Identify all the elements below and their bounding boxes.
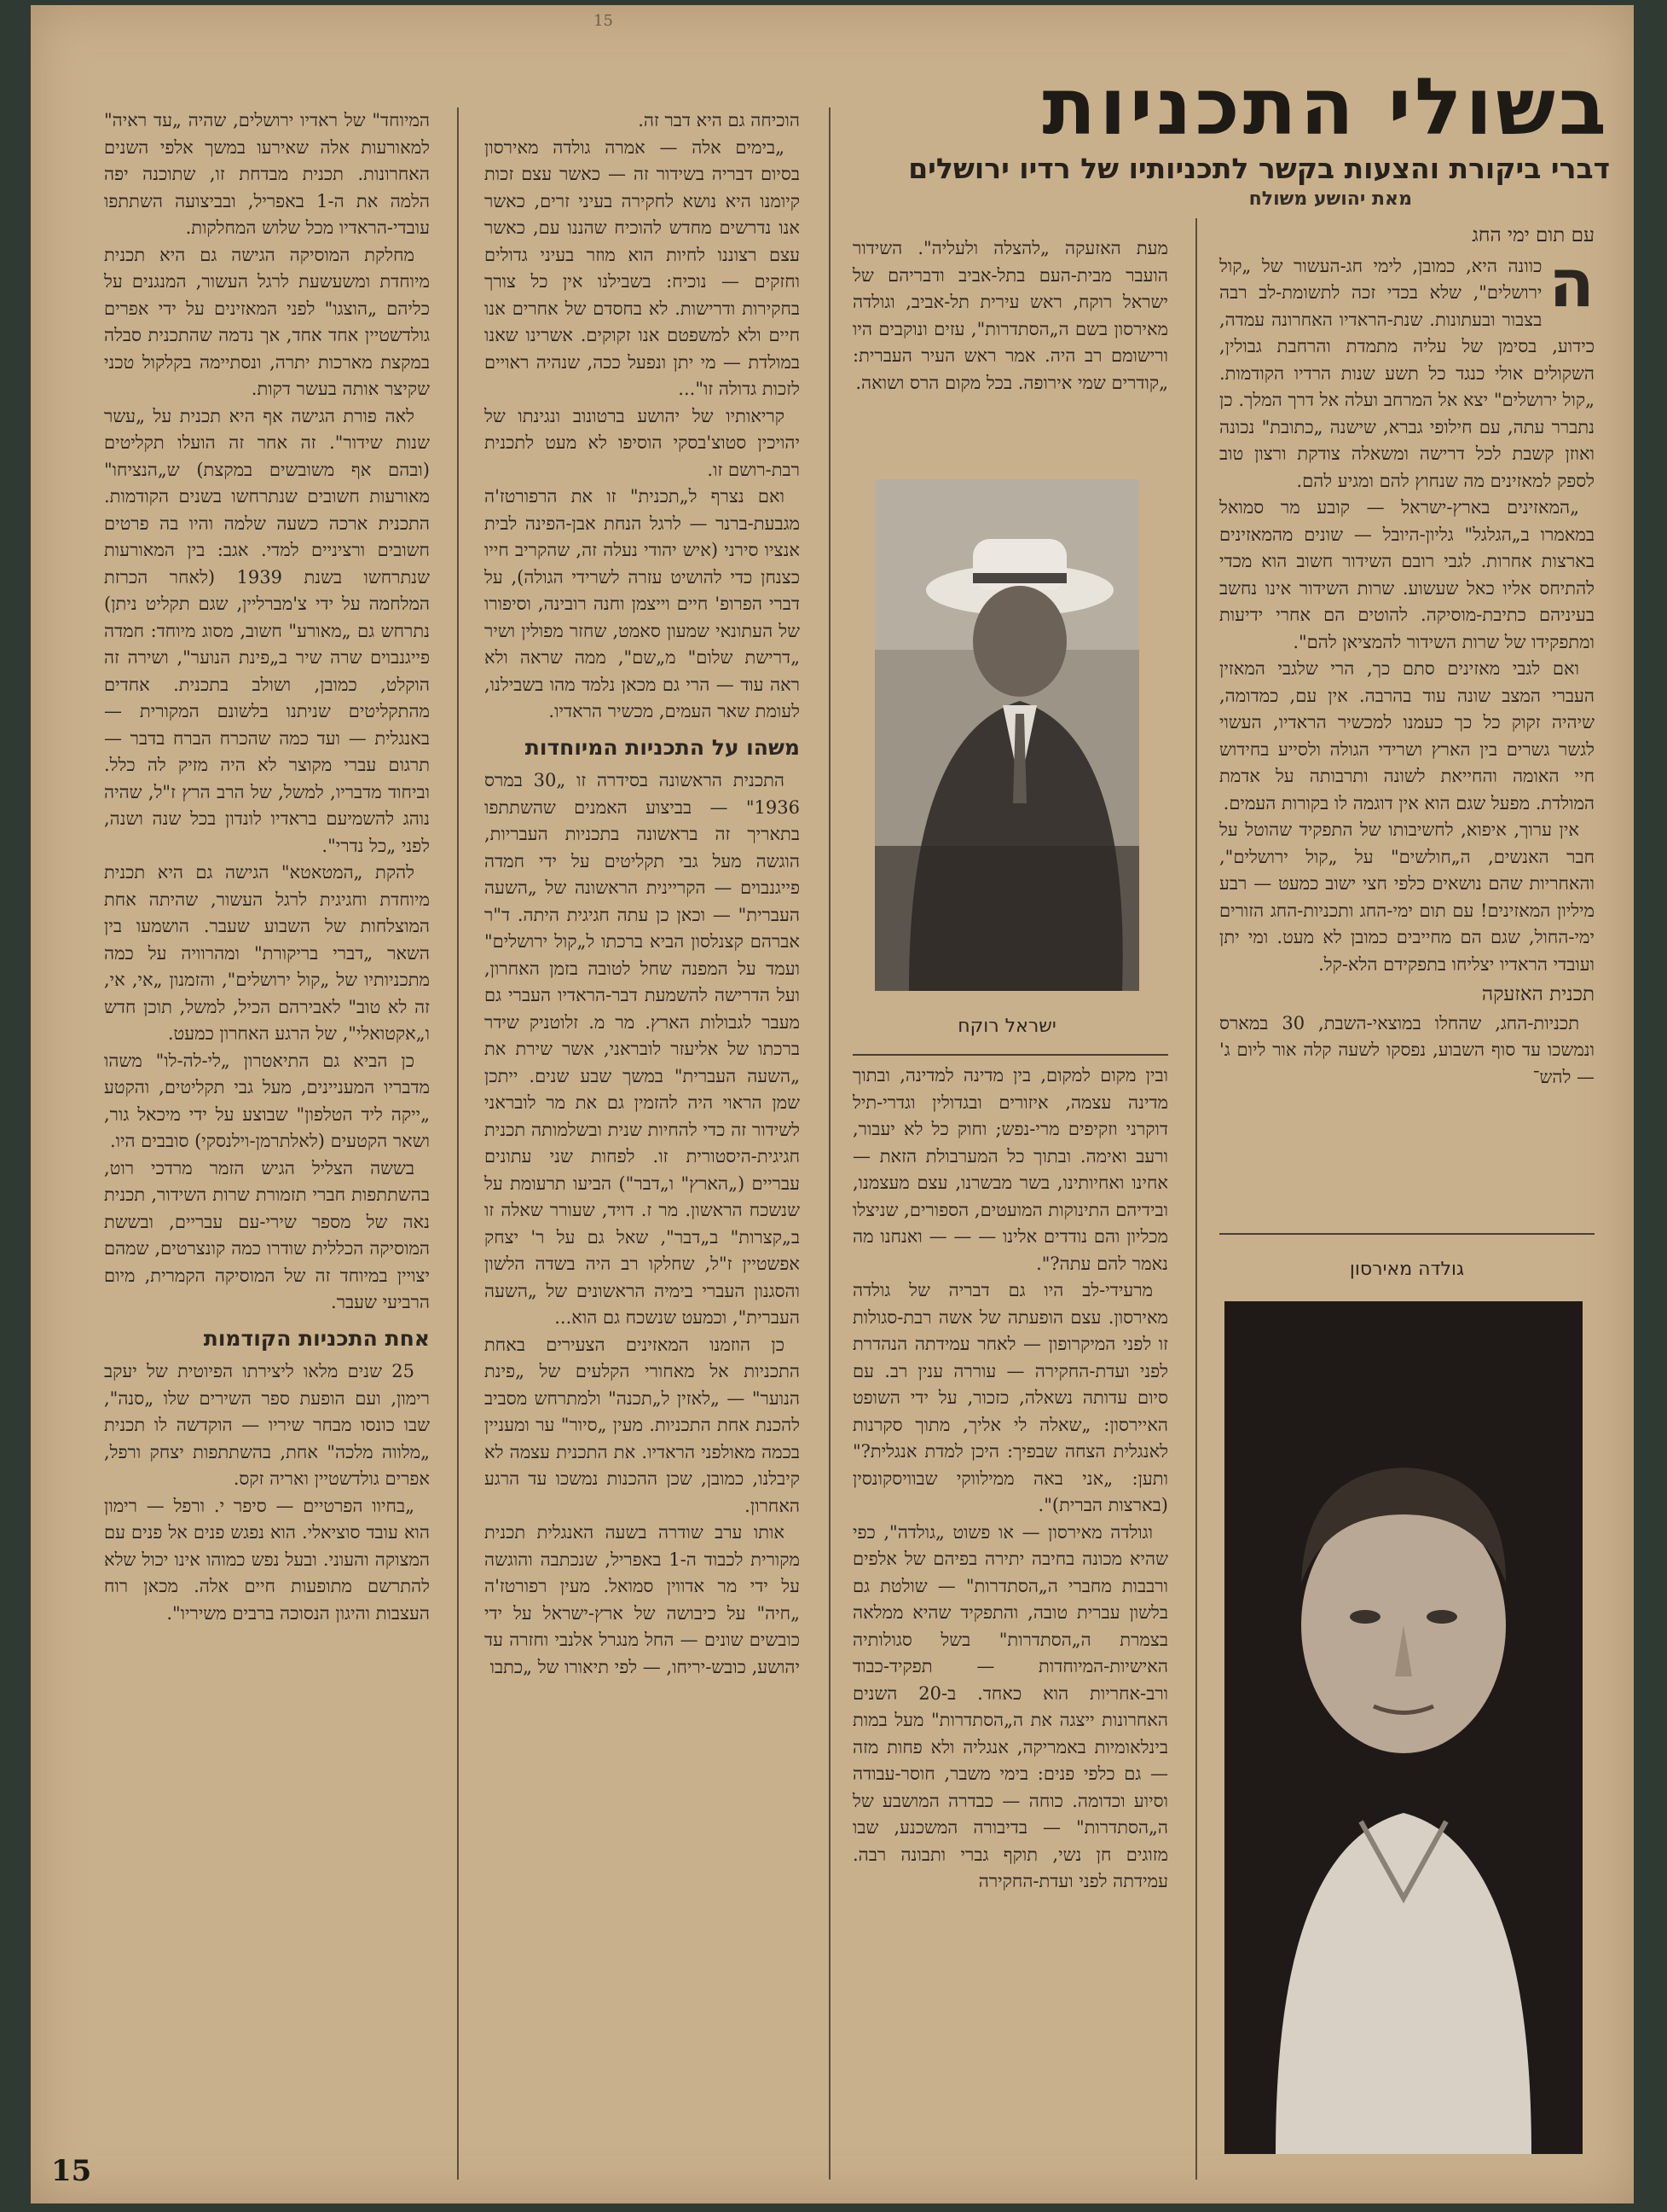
paragraph: ואם נצרף ל„תכנית" זו את הרפורטז'ה מגבעת-ברנר — לרגל הנחת אבן-הפינה לבית אנציו סירני (איש יהודי נעלה זה, שהקריב חייו כצנחן כדי להושיט עזרה לשרידי הגולה), על דברי הפרופ' חיים וייצמן וחנה רובינה, וסיפורו של העתונאי שמעון סאמט, שחזר מפולין ושיר „דרישת שלום" מ„שם", ממה שראה ולא ראה עוד — הרי גם מכאן נלמד מהו בשבילנו, לעומת שאר העמים, מכשיר הראדיו. bbox=[484, 486, 800, 721]
subheadline: דברי ביקורת והצעות בקשר לתכניותיו של רדיו ירושלים bbox=[908, 152, 1610, 185]
photo-caption-rokach: ישראל רוקח bbox=[958, 1016, 1056, 1037]
paragraph: ואם לגבי מאזינים סתם כך, הרי שלגבי המאזין העברי המצב שונה עוד בהרבה. אין עם, כמדומה, שיהיה זקוק כל כך כעמנו למכשיר הראדיו, העשוי לגשר גשרים בין הארץ ושרידי הגולה ולסייע בחידוש חיי האומה והחייאת לשונה ותרבותה על אדמת המולדת. מפעל שגם הוא אין דוגמה לו בקורות העמים. bbox=[1219, 658, 1595, 814]
column-3 bbox=[484, 107, 800, 2188]
column-4 bbox=[104, 107, 430, 2188]
column-1 bbox=[1219, 223, 1595, 1229]
drop-cap: ה bbox=[1548, 245, 1595, 322]
paragraph: מחלקת המוסיקה הגישה גם היא תכנית מיוחדת ומשעשעת לרגל העשור, המנגנים על כליהם „הוצגו" לפני המאזינים על ידי אפרים גולדשטיין אחד אחד, אך נדמה שהתכנית סבלה במקצת מארכות יתרה, ונסתיימה בקלקול טכני שקיצר אותה בעשר דקות. bbox=[104, 244, 430, 399]
paragraph: התכנית הראשונה בסידרה זו „30 במרס 1936" — בביצוע האמנים שהשתתפו בתאריך זה בראשונה בתכניות העבריות, הוגשה מעל גבי תקליטים על ידי חמדה פייגנבוים — הקריינית הראשונה של „השעה העברית" — וכאן כן עתה חגיגית היתה. ד"ר אברהם קצנלסון הביא ברכתו ל„קול ירושלים" ועמד על המפנה שחל לטובה בזמן האחרון, ועל הדרישה להשמעת דבר-הראדיו העברי גם מעבר לגבולות הארץ. מר מ. זלוטניק שידר ברכתו של אליעזר לובראני, אשר שירת את „השעה העברית" במשך שבע שנים. ייתכן שמן הראוי היה להזמין גם את מר לובראני לשידור זה כדי להחיות שנית ובשלמותה תכנית חגיגית-היסטורית זו. לפחות שני עתונים עבריים („הארץ" ו„דבר") הביעו תרעומת על שנשכח הראשון. מר ז. דויד, שעורר שאלה זו ב„קצרות" ב„דבר", שאל גם על ר' יצחק אפשטיין ז"ל, שחלקו רב היה בשדה הלשון והסגנון העברי בימיה הראשונים של „השעה העברית", וכמעט שנשכח גם הוא... bbox=[484, 770, 800, 1328]
paragraph: תכניות-החג, שהחלו במוצאי-השבת, 30 במארס ונמשכו עד סוף השבוע, נפסקו לשעה קלה אור ליום ג' — להש־ bbox=[1219, 1012, 1595, 1087]
column-2-top bbox=[853, 235, 1168, 457]
page-number: 15 bbox=[51, 2154, 92, 2188]
magazine-page bbox=[31, 5, 1634, 2203]
paragraph: קריאותיו של יהושע ברטונוב ונגינתו של יהויכין סטוצ'בסקי הוסיפו לא מעט לתכנית רבת-רושם זו. bbox=[484, 405, 800, 480]
paragraph: אותו ערב שודרה בשעה האנגלית תכנית מקורית לכבוד ה-1 באפריל, שנכתבה והוגשה על ידי מר אדווין סמואל. מעין רפורטז'ה „חיה" על כיבושה של ארץ-ישראל על ידי כובשים שונים — החל מנגרל אלנבי וחזרה עד יהושע, כובש-יריחו, — לפי תיאורו של „כתבו bbox=[484, 1522, 800, 1677]
paragraph: כוונה היא, כמובן, לימי חג-העשור של „קול ירושלים", שלא בכדי זכה לתשומת-לב רבה בצבור ובעתונות. שנת-הראדיו האחרונה עמדה, כידוע, בסימן של עליה מתמדת והרחבת גבולין, השקולים אולי כנגד כל תשע שנות הרדיו הקודמות. „קול ירושלים" יצא אל המרחב ועלה אל דרך המלך. כן נתברר עתה, עם חילופי גברא, שישנה „כתובת" נכונה ואוזן קשבת לכל דרישה ומשאלה צודקת ורצון טוב לספק למאזינים מה שנחוץ להם ומגיע להם. bbox=[1219, 255, 1595, 491]
paragraph: המיוחד" של ראדיו ירושלים, שהיה „עד ראיה" למאורעות אלה שאירעו במשך אלפי השנים האחרונות. תכנית מבדחת זו, שתוכנה יפה הלמה את ה-1 באפריל, ובביצועה השתתפו עובדי-הראדיו מכל שלוש המחלקות. bbox=[104, 110, 430, 238]
divider bbox=[1219, 1233, 1595, 1235]
paragraph: לאה פורת הגישה אף היא תכנית על „עשר שנות שידור". זה אחר זה הועלו תקליטים (ובהם אף משובשים במקצת) ש„הנציחו" מאורעות חשובים שנתרחשו בשנים הקודמות. התכנית ארכה כשעה שלמה והיו בה פרטים חשובים ורציניים למדי. אגב: בין המאורעות שנתרחשו בשנת 1939 (לאחר הכרזת המלחמה על ידי צ'מברליין, שגם תקליט ניתן) נתרחש גם „מאורע" חשוב, מסוג מיוחד: חמדה פייגנבוים שרה שיר ב„פינת הנוער", ושירה זה הוקלט, כמובן, ושולב בתכנית. אחדים מהתקליטים שניתנו בלשונם המקורית — באנגלית — ועד כמה שהכרח הברח בדבר — תרגום עברי מקוצר לא היה מזיק לה כלל. וביחוד מדבריו, למשל, של הרב הרץ ז"ל, שהיה נוהג להשמיעם בראדיו לונדון בכל שנה ושנה, לפני „כל נדרי". bbox=[104, 405, 430, 856]
paragraph: 25 שנים מלאו ליצירתו הפיוטית של יעקב רימון, ועם הופעת ספר השירים שלו „סנה", שבו כונסו מבחר שיריו — הוקדשה לו תכנית „מלווה מלכה" אחת, בהשתתפות יצחק ורפל, אפרים גולדשטיין ואריה זקס. bbox=[104, 1361, 430, 1489]
portrait-photo-golda-meirson bbox=[1224, 1301, 1583, 2154]
portrait-photo-israel-rokach bbox=[875, 479, 1139, 991]
divider bbox=[853, 1054, 1168, 1056]
folio-number: 15 bbox=[593, 12, 613, 30]
paragraph: וגולדה מאירסון — או פשוט „גולדה", כפי שהיא מכונה בחיבה יתירה בפיהם של אלפים ורבבות מחברי ה„הסתדרות" — שולטת גם בלשון עברית טובה, והתפקיד שהיא ממלאה בצמרת ה„הסתדרות" בשל סגולותיה האישיות-המיוחדות — תפקיד-כבוד ורב-אחריות הוא כאחד. ב-20 השנים האחרונות ייצגה את ה„הסתדרות" מעל במות בינלאומיות באמריקה, אנגליה ולא פחות מזה — גם כלפי פנים: בימי משבר, חוסר-עבודה וסיוע וכדומה. כוחה — כבדרה המושבע של ה„הסתדרות" — בדיבורה המשכנע, שבו מזוגים חן נשי, תוקף גברי ותבונה רבה. עמידתה לפני ועדת-החקירה bbox=[853, 1521, 1169, 1891]
lead-heading: עם תום ימי החג bbox=[1472, 224, 1595, 246]
paragraph: „בימים אלה — אמרה גולדה מאירסון בסיום דבריה בשידור זה — כאשר עצם זכות קיומנו היא נושא לחקירה בעיני זרים, כאשר אנו נדרשים מחדש להוכיח שהננו עם, כאשר עצם רצוננו לחיות הוא מוזר בעיני גדולים וחזקים — נוכיח: בשבילנו אין כל צורך בחקירות ודרישות. לא בחסדם של אחרים אנו חיים ולא למשפטם אנו זקוקים. אשרינו שאנו במולדת — מי יתן ונפעל ככה, שנהיה ראויים לזכות גדולה זו"... bbox=[484, 136, 800, 399]
paragraph: כן הביא גם התיאטרון „לי-לה-לו" משהו מדבריו המעניינים, מעל גבי תקליטים, והקטע „ייקה ליד הטלפון" שבוצע על ידי מיכאל גור, ושאר הקטעים (לאלתרמן-וילנסקי) סובבים היו. bbox=[104, 1050, 430, 1151]
headline: בשולי התכניות bbox=[1042, 61, 1610, 153]
column-rule bbox=[1195, 218, 1197, 2180]
section-heading-previous: אחת התכניות הקודמות bbox=[203, 1325, 430, 1351]
column-rule bbox=[457, 107, 459, 2180]
column-2-bottom bbox=[853, 1063, 1168, 2154]
paragraph: ובין מקום למקום, בין מדינה למדינה, ובתוך מדינה עצמה, איזורים ובגדולין וגדרי-תיל דוקרני וזקיפים מרי-נפש; וחוק כל לא יעבור, ורעב ואימה. ובתוך כל המערבולת הזאת — אחינו ואחיותינו, בשר מבשרנו, עצם מעצמנו, ובידיהם התינוקות המועטים, הספורים, שניצלו מכליון והם נודדים אלינו — — — ואנחנו מה נאמר להם עתה?". bbox=[853, 1065, 1168, 1274]
section-heading-alarm: תכנית האזעקה bbox=[1481, 983, 1595, 1005]
paragraph: להקת „המטאטא" הגישה גם היא תכנית מיוחדת וחגיגית לרגל העשור, שהיתה אחת המוצלחות של השבוע שעבר. הושמעו בין השאר „דברי בריקורת" ומהרוויה על כמה מתכניותיו של „קול ירושלים", והזמנון „אי, אי, זה לא טוב" לאבירהם הכיל, למשל, תוכן חדש ו„אקטואלי", של הרגע האחרון כמעט. bbox=[104, 862, 430, 1044]
paragraph: בששה הצליל הגיש הזמר מרדכי רוט, בהשתתפות חברי תזמורת שרות השידור, תכנית נאה של מספר שירי-עם עבריים, ובששת המוסיקה הכללית שודרו כמה קונצרטים, שמהם יצויין במיוחד זה של המוסיקה הקמרית, מיום הרביעי שעבר. bbox=[104, 1157, 430, 1312]
column-rule bbox=[829, 107, 831, 2180]
paragraph: אין ערוך, איפוא, לחשיבותו של התפקיד שהוטל על חבר האנשים, ה„חולשים" על „קול ירושלים", והאחריות שהם נושאים כלפי חצי ישוב כמעט — רבע מיליון המאזינים! עם תום ימי-החג ותכניות-החג הזורים ימי-החול, שגם הם מחייבים כמובן לא מעט. ומי יתן ועובדי הראדיו יצליחו בתפקידם הלא-קל. bbox=[1219, 819, 1595, 975]
photo-caption-meirson: גולדה מאירסון bbox=[1349, 1259, 1465, 1280]
paragraph: כן הוזמנו המאזינים הצעירים באחת התכניות אל מאחורי הקלעים של „פינת הנוער" — „לאזין ל„תכנה" ולמתרחש מסביב להכנת אחת התכניות. מעין „סיור" ער ומעניין בכמה מאולפני הראדיו. את התכנית עצמה לא קיבלנו, כמובן, שכן ההכנות נמשכו עד הרגע האחרון. bbox=[484, 1334, 800, 1516]
paragraph: הוכיחה גם היא דבר זה. bbox=[638, 110, 800, 130]
paragraph: „בחיוו הפרטיים — סיפר י. ורפל — רימון הוא עובד סוציאלי. הוא נפגש פנים אל פנים עם המצוקה והעוני. ובעל נפש כמוהו אינו יכול שלא להתרשם מתופעות חיים אלה. מכאן רוח העצבות והיגון הנסוכה ברבים משיריו". bbox=[104, 1495, 430, 1624]
paragraph: מעת האזעקה „להצלה ולעליה". השידור הועבר מבית-העם בתל-אביב ודבריהם של ישראל רוקח, ראש עירית תל-אביב, וגולדה מאירסון בשם ה„הסתדרות", עזים ונוקבים היו ורישומם רב היה. אמר ראש העיר העברית: „קודרים שמי אירופה. בכל מקום הרס ושואה. bbox=[853, 238, 1168, 393]
byline: מאת יהושע משולח bbox=[1248, 188, 1412, 210]
section-heading-special: משהו על התכניות המיוחדות bbox=[524, 734, 800, 760]
paragraph: מרעידי-לב היו גם דבריה של גולדה מאירסון. עצם הופעתה של אשה רבת-סגולות זו לפני המיקרופון — לאחר עמידתה הנהדרת לפני ועדת-החקירה — עוררה ענין רב. עם סיום עדותה נשאלה, כזכור, על ידי השופט האיירסון: „שאלה לי אליך, מתוך סקרנות לאנגלית הצחה שבפיך: היכן למדת אנגלית?" ותען: „אני באה ממילווקי שבוויסקונסין (בארצות הברית)". bbox=[853, 1280, 1168, 1515]
paragraph: „המאזינים בארץ-ישראל — קובע מר סמואל במאמרו ב„הגלגל" גליון-היובל — שונים מהמאזינים בארצות אחרות. לגבי רובם השידור חשוב הוא מכדי להתיחס אליו כאל שעשוע. שרות השידור אינו נחשב בעיניהם כתיבת-מוסיקה. להוטים הם אחרי ידיעות ומתפקידו של שרות השידור להמציאן להם". bbox=[1219, 497, 1595, 652]
